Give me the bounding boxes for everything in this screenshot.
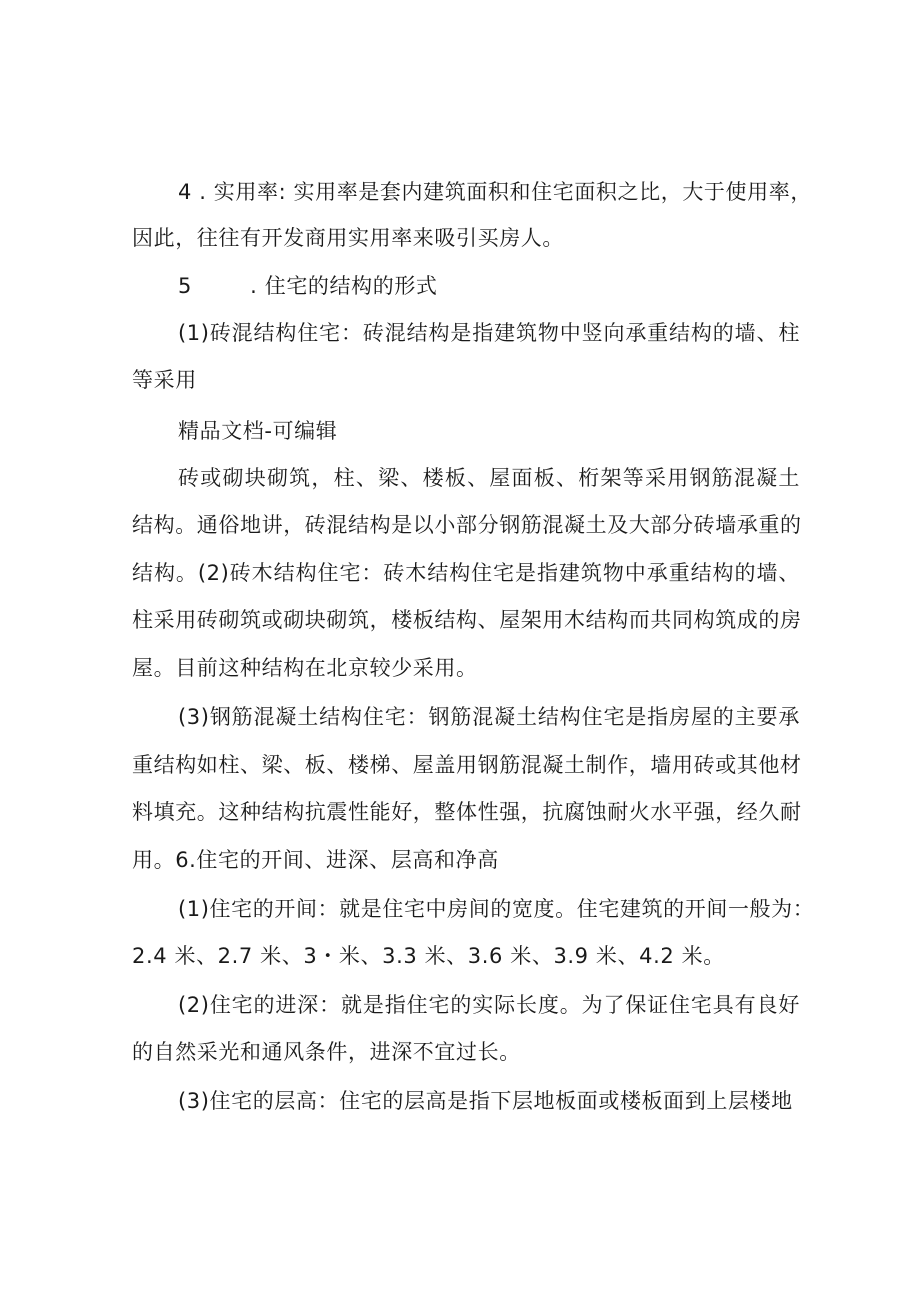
paragraph-line: 重结构如柱、梁、板、楼梯、屋盖用钢筋混凝土制作，墙用砖或其他材 bbox=[132, 753, 802, 777]
paragraph-line: (2)住宅的进深：就是指住宅的实际长度。为了保证住宅具有良好 bbox=[178, 993, 800, 1017]
section-heading: 5 . 住宅的结构的形式 bbox=[178, 274, 438, 298]
paragraph-line: 砖或砌块砌筑，柱、梁、楼板、屋面板、桁架等采用钢筋混凝土 bbox=[178, 466, 800, 490]
paragraph-line: 4 . 实用率: 实用率是套内建筑面积和住宅面积之比，大于使用率， bbox=[178, 180, 812, 204]
paragraph-line: 料填充。这种结构抗震性能好，整体性强，抗腐蚀耐火水平强，经久耐 bbox=[132, 800, 802, 824]
page-footer-text: 精品文档-可编辑 bbox=[178, 419, 338, 443]
paragraph-line: 2.4 米、2.7 米、3・米、3.3 米、3.6 米、3.9 米、4.2 米。 bbox=[132, 944, 725, 968]
paragraph-line: (1)住宅的开间：就是住宅中房间的宽度。住宅建筑的开间一般为： bbox=[178, 897, 815, 921]
paragraph-line: (3)住宅的层高：住宅的层高是指下层地板面或楼板面到上层楼地 bbox=[178, 1089, 793, 1113]
paragraph-line: 结构。(2)砖木结构住宅：砖木结构住宅是指建筑物中承重结构的墙、 bbox=[132, 561, 800, 585]
paragraph-line: 的自然采光和通风条件，进深不宜过长。 bbox=[132, 1040, 521, 1064]
paragraph-line: (3)钢筋混凝土结构住宅：钢筋混凝土结构住宅是指房屋的主要承 bbox=[178, 705, 800, 729]
paragraph-line: 因此，往往有开发商用实用率来吸引买房人。 bbox=[132, 226, 564, 250]
paragraph-line: (1)砖混结构住宅：砖混结构是指建筑物中竖向承重结构的墙、柱 bbox=[178, 321, 800, 345]
paragraph-line: 用。6.住宅的开间、进深、层高和净高 bbox=[132, 848, 499, 872]
paragraph-line: 等采用 bbox=[132, 368, 197, 392]
paragraph-line: 屋。目前这种结构在北京较少采用。 bbox=[132, 656, 478, 680]
paragraph-line: 柱采用砖砌筑或砌块砌筑，楼板结构、屋架用木结构而共同构筑成的房 bbox=[132, 608, 802, 632]
paragraph-line: 结构。通俗地讲，砖混结构是以小部分钢筋混凝土及大部分砖墙承重的 bbox=[132, 513, 802, 537]
